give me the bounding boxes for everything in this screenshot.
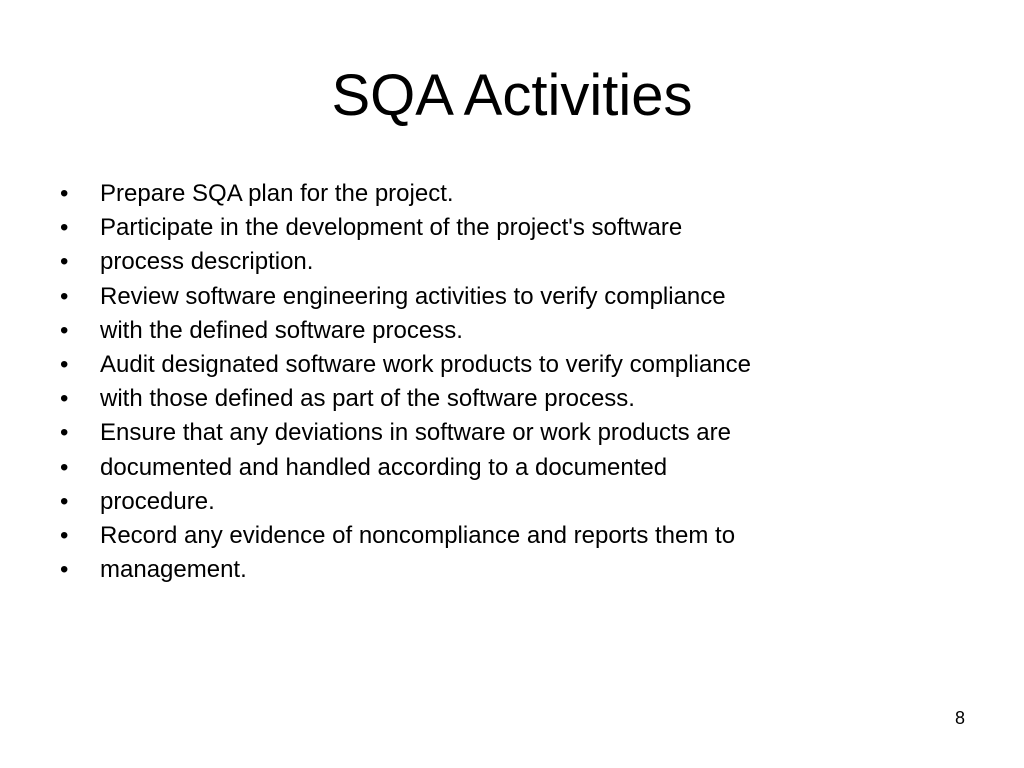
bullet-item <box>56 314 996 348</box>
bullet-dot-icon: • <box>60 248 69 276</box>
bullet-list <box>56 177 996 587</box>
bullet-dot-icon: • <box>60 453 69 481</box>
bullet-dot-icon: • <box>60 316 69 344</box>
bullet-dot-icon: • <box>60 419 69 447</box>
bullet-text: Review software engineering activities to verify compliance <box>100 282 726 310</box>
bullet-text: Record any evidence of noncompliance and reports them to <box>100 521 736 549</box>
bullet-dot-icon: • <box>60 214 69 242</box>
bullet-text: with those defined as part of the software process. <box>100 385 635 413</box>
bullet-item <box>56 382 996 416</box>
bullet-item <box>56 280 996 314</box>
bullet-item <box>56 519 996 553</box>
bullet-text: procedure. <box>100 487 215 515</box>
bullet-text: management. <box>100 556 247 584</box>
bullet-text: documented and handled according to a documented <box>100 453 668 481</box>
bullet-dot-icon: • <box>60 487 69 515</box>
bullet-dot-icon: • <box>60 521 69 549</box>
bullet-dot-icon: • <box>60 180 69 207</box>
bullet-item <box>56 177 996 211</box>
bullet-item <box>56 211 996 245</box>
bullet-text: with the defined software process. <box>100 316 463 344</box>
bullet-text: Ensure that any deviations in software or work products are <box>100 419 731 447</box>
bullet-dot-icon: • <box>60 385 69 413</box>
bullet-item <box>56 348 996 382</box>
bullet-dot-icon: • <box>60 350 69 378</box>
bullet-dot-icon: • <box>60 282 69 310</box>
bullet-item <box>56 245 996 279</box>
bullet-item <box>56 553 996 587</box>
bullet-text: Audit designated software work products to verify compliance <box>100 350 751 378</box>
bullet-text: process description. <box>100 248 314 276</box>
bullet-text: Prepare SQA plan for the project. <box>100 180 454 207</box>
bullet-dot-icon: • <box>60 556 69 584</box>
bullet-text: Participate in the development of the project's software <box>100 214 683 242</box>
bullet-item <box>56 451 996 485</box>
bullet-item <box>56 416 996 450</box>
page-number: 8 <box>954 708 965 728</box>
bullet-item <box>56 485 996 519</box>
slide-title: SQA Activities <box>331 63 693 128</box>
